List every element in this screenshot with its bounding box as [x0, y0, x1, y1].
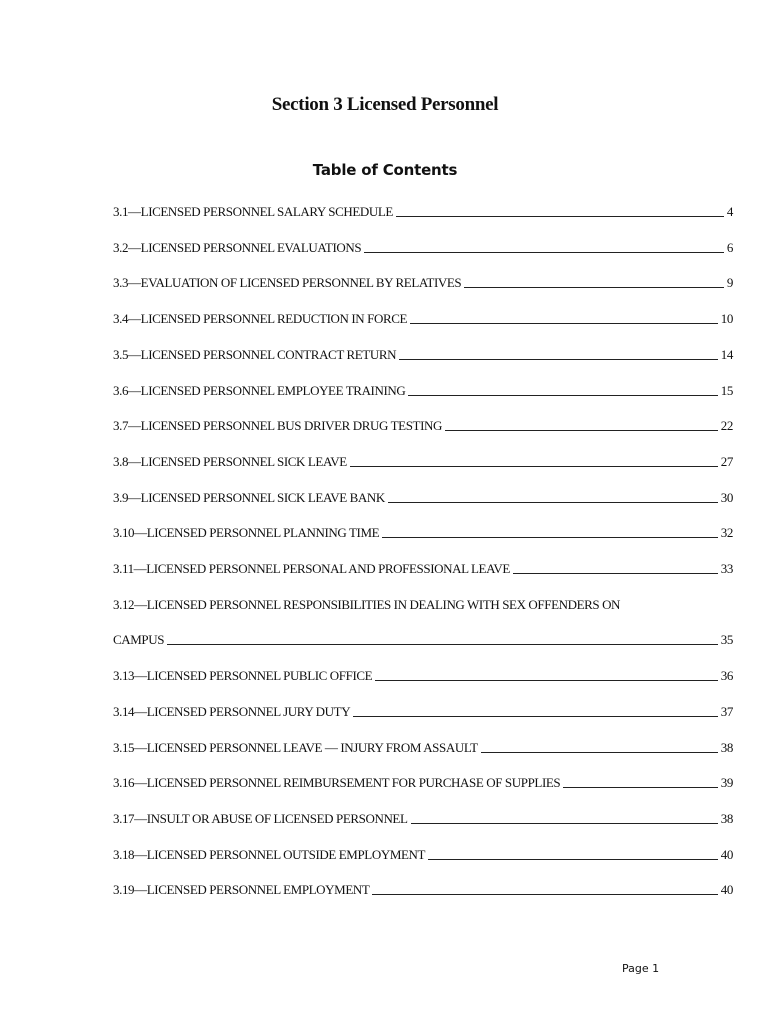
toc-entry-page: 38: [720, 810, 733, 826]
toc-entry[interactable]: [113, 807, 733, 827]
toc-leader-line: [388, 501, 718, 503]
toc-entry-label: 3.6—LICENSED PERSONNEL EMPLOYEE TRAINING: [113, 382, 406, 398]
toc-entry-page: 15: [720, 382, 733, 398]
toc-leader-line: [445, 429, 718, 431]
toc-entry-page: 32: [720, 525, 733, 541]
toc-leader-line: [428, 858, 718, 860]
toc-entry-label: CAMPUS: [113, 632, 165, 648]
toc-leader-line: [513, 572, 718, 574]
toc-entry[interactable]: [113, 236, 733, 256]
toc-entry-page: 10: [720, 311, 733, 327]
toc-leader-line: [372, 893, 717, 895]
toc-entry[interactable]: [113, 271, 733, 291]
toc-entry[interactable]: [113, 307, 733, 327]
toc-leader-line: [411, 822, 718, 824]
toc-leader-line: [481, 751, 718, 753]
toc-entry-page: 38: [720, 739, 733, 755]
toc-entry[interactable]: [113, 628, 733, 648]
toc-entry-label: 3.10—LICENSED PERSONNEL PLANNING TIME: [113, 525, 380, 541]
toc-entry[interactable]: [113, 379, 733, 399]
toc-entry-label: 3.11—LICENSED PERSONNEL PERSONAL AND PROFESSIONAL LEAVE: [113, 561, 510, 576]
toc-entry[interactable]: [113, 486, 733, 506]
toc-entry[interactable]: [113, 843, 733, 863]
toc-entry-label: 3.14—LICENSED PERSONNEL JURY DUTY: [113, 703, 351, 719]
toc-entry-label: 3.12—LICENSED PERSONNEL RESPONSIBILITIES IN DEALING WITH SEX OFFENDERS ON: [113, 596, 621, 612]
toc-leader-line: [410, 322, 718, 324]
toc-entry-label: 3.4—LICENSED PERSONNEL REDUCTION IN FORCE: [113, 311, 408, 327]
toc-entry[interactable]: [113, 521, 733, 541]
toc-entry-page: 36: [720, 668, 733, 684]
toc-leader-line: [408, 394, 717, 396]
toc-entry-label: 3.2—LICENSED PERSONNEL EVALUATIONS: [113, 239, 362, 255]
toc-entry-page: 9: [726, 275, 733, 291]
toc-entry[interactable]: [113, 414, 733, 434]
toc-leader-line: [563, 786, 718, 788]
toc-entry-label: 3.3—EVALUATION OF LICENSED PERSONNEL BY RELATIVES: [113, 275, 462, 291]
toc-entry-label: 3.18—LICENSED PERSONNEL OUTSIDE EMPLOYMENT: [113, 846, 426, 862]
toc-entry-page: 37: [720, 703, 733, 719]
toc-entry-label: 3.16—LICENSED PERSONNEL REIMBURSEMENT FOR PURCHASE OF SUPPLIES: [113, 775, 561, 791]
page-number: Page 1: [622, 962, 660, 975]
toc-entry[interactable]: [113, 593, 733, 613]
toc-entry-page: 22: [720, 418, 733, 434]
toc-entry-page: 40: [720, 882, 733, 898]
toc-entry[interactable]: [113, 450, 733, 470]
toc-entry-label: 3.13—LICENSED PERSONNEL PUBLIC OFFICE: [113, 668, 373, 684]
toc-leader-line: [167, 643, 718, 645]
toc-entry-page: 40: [720, 846, 733, 862]
toc-leader-line: [375, 679, 718, 681]
toc-entry-page: 4: [726, 204, 733, 219]
toc-leader-line: [353, 715, 718, 717]
toc-entry[interactable]: [113, 664, 733, 684]
toc-entry[interactable]: [113, 878, 733, 898]
toc-entry-label: 3.1—LICENSED PERSONNEL SALARY SCHEDULE: [113, 204, 393, 219]
toc-leader-line: [399, 358, 718, 360]
toc-entry-label: 3.17—INSULT OR ABUSE OF LICENSED PERSONNEL: [113, 810, 408, 826]
toc-leader-line: [350, 465, 718, 467]
toc-entry-page: 14: [720, 346, 733, 362]
toc-entry-page: 27: [720, 453, 733, 469]
toc-entry[interactable]: [113, 343, 733, 363]
toc-entry-label: 3.8—LICENSED PERSONNEL SICK LEAVE: [113, 453, 347, 469]
toc-entry-label: 3.19—LICENSED PERSONNEL EMPLOYMENT: [113, 882, 370, 898]
toc-entry[interactable]: [113, 700, 733, 720]
toc-entry[interactable]: [113, 771, 733, 791]
toc-entry[interactable]: [113, 200, 733, 220]
toc-entry-page: 35: [720, 632, 733, 648]
toc-leader-line: [364, 251, 724, 253]
section-title: Section 3 Licensed Personnel: [271, 94, 499, 115]
toc-entry-label: 3.9—LICENSED PERSONNEL SICK LEAVE BANK: [113, 489, 385, 505]
toc-leader-line: [464, 286, 724, 288]
toc-entry-page: 39: [720, 775, 733, 791]
toc-entry-page: 33: [720, 561, 733, 576]
toc-entry[interactable]: [113, 736, 733, 756]
toc-leader-line: [382, 536, 718, 538]
toc-entry-page: 6: [726, 239, 733, 255]
toc-heading: Table of Contents: [312, 161, 458, 179]
toc-entry-page: 30: [720, 489, 733, 505]
toc-entry-label: 3.15—LICENSED PERSONNEL LEAVE — INJURY FROM ASSAULT: [113, 739, 478, 755]
toc-entry-label: 3.7—LICENSED PERSONNEL BUS DRIVER DRUG TESTING: [113, 418, 443, 434]
toc-entry-label: 3.5—LICENSED PERSONNEL CONTRACT RETURN: [113, 346, 397, 362]
toc-entry[interactable]: [113, 557, 733, 577]
toc-leader-line: [396, 215, 724, 217]
